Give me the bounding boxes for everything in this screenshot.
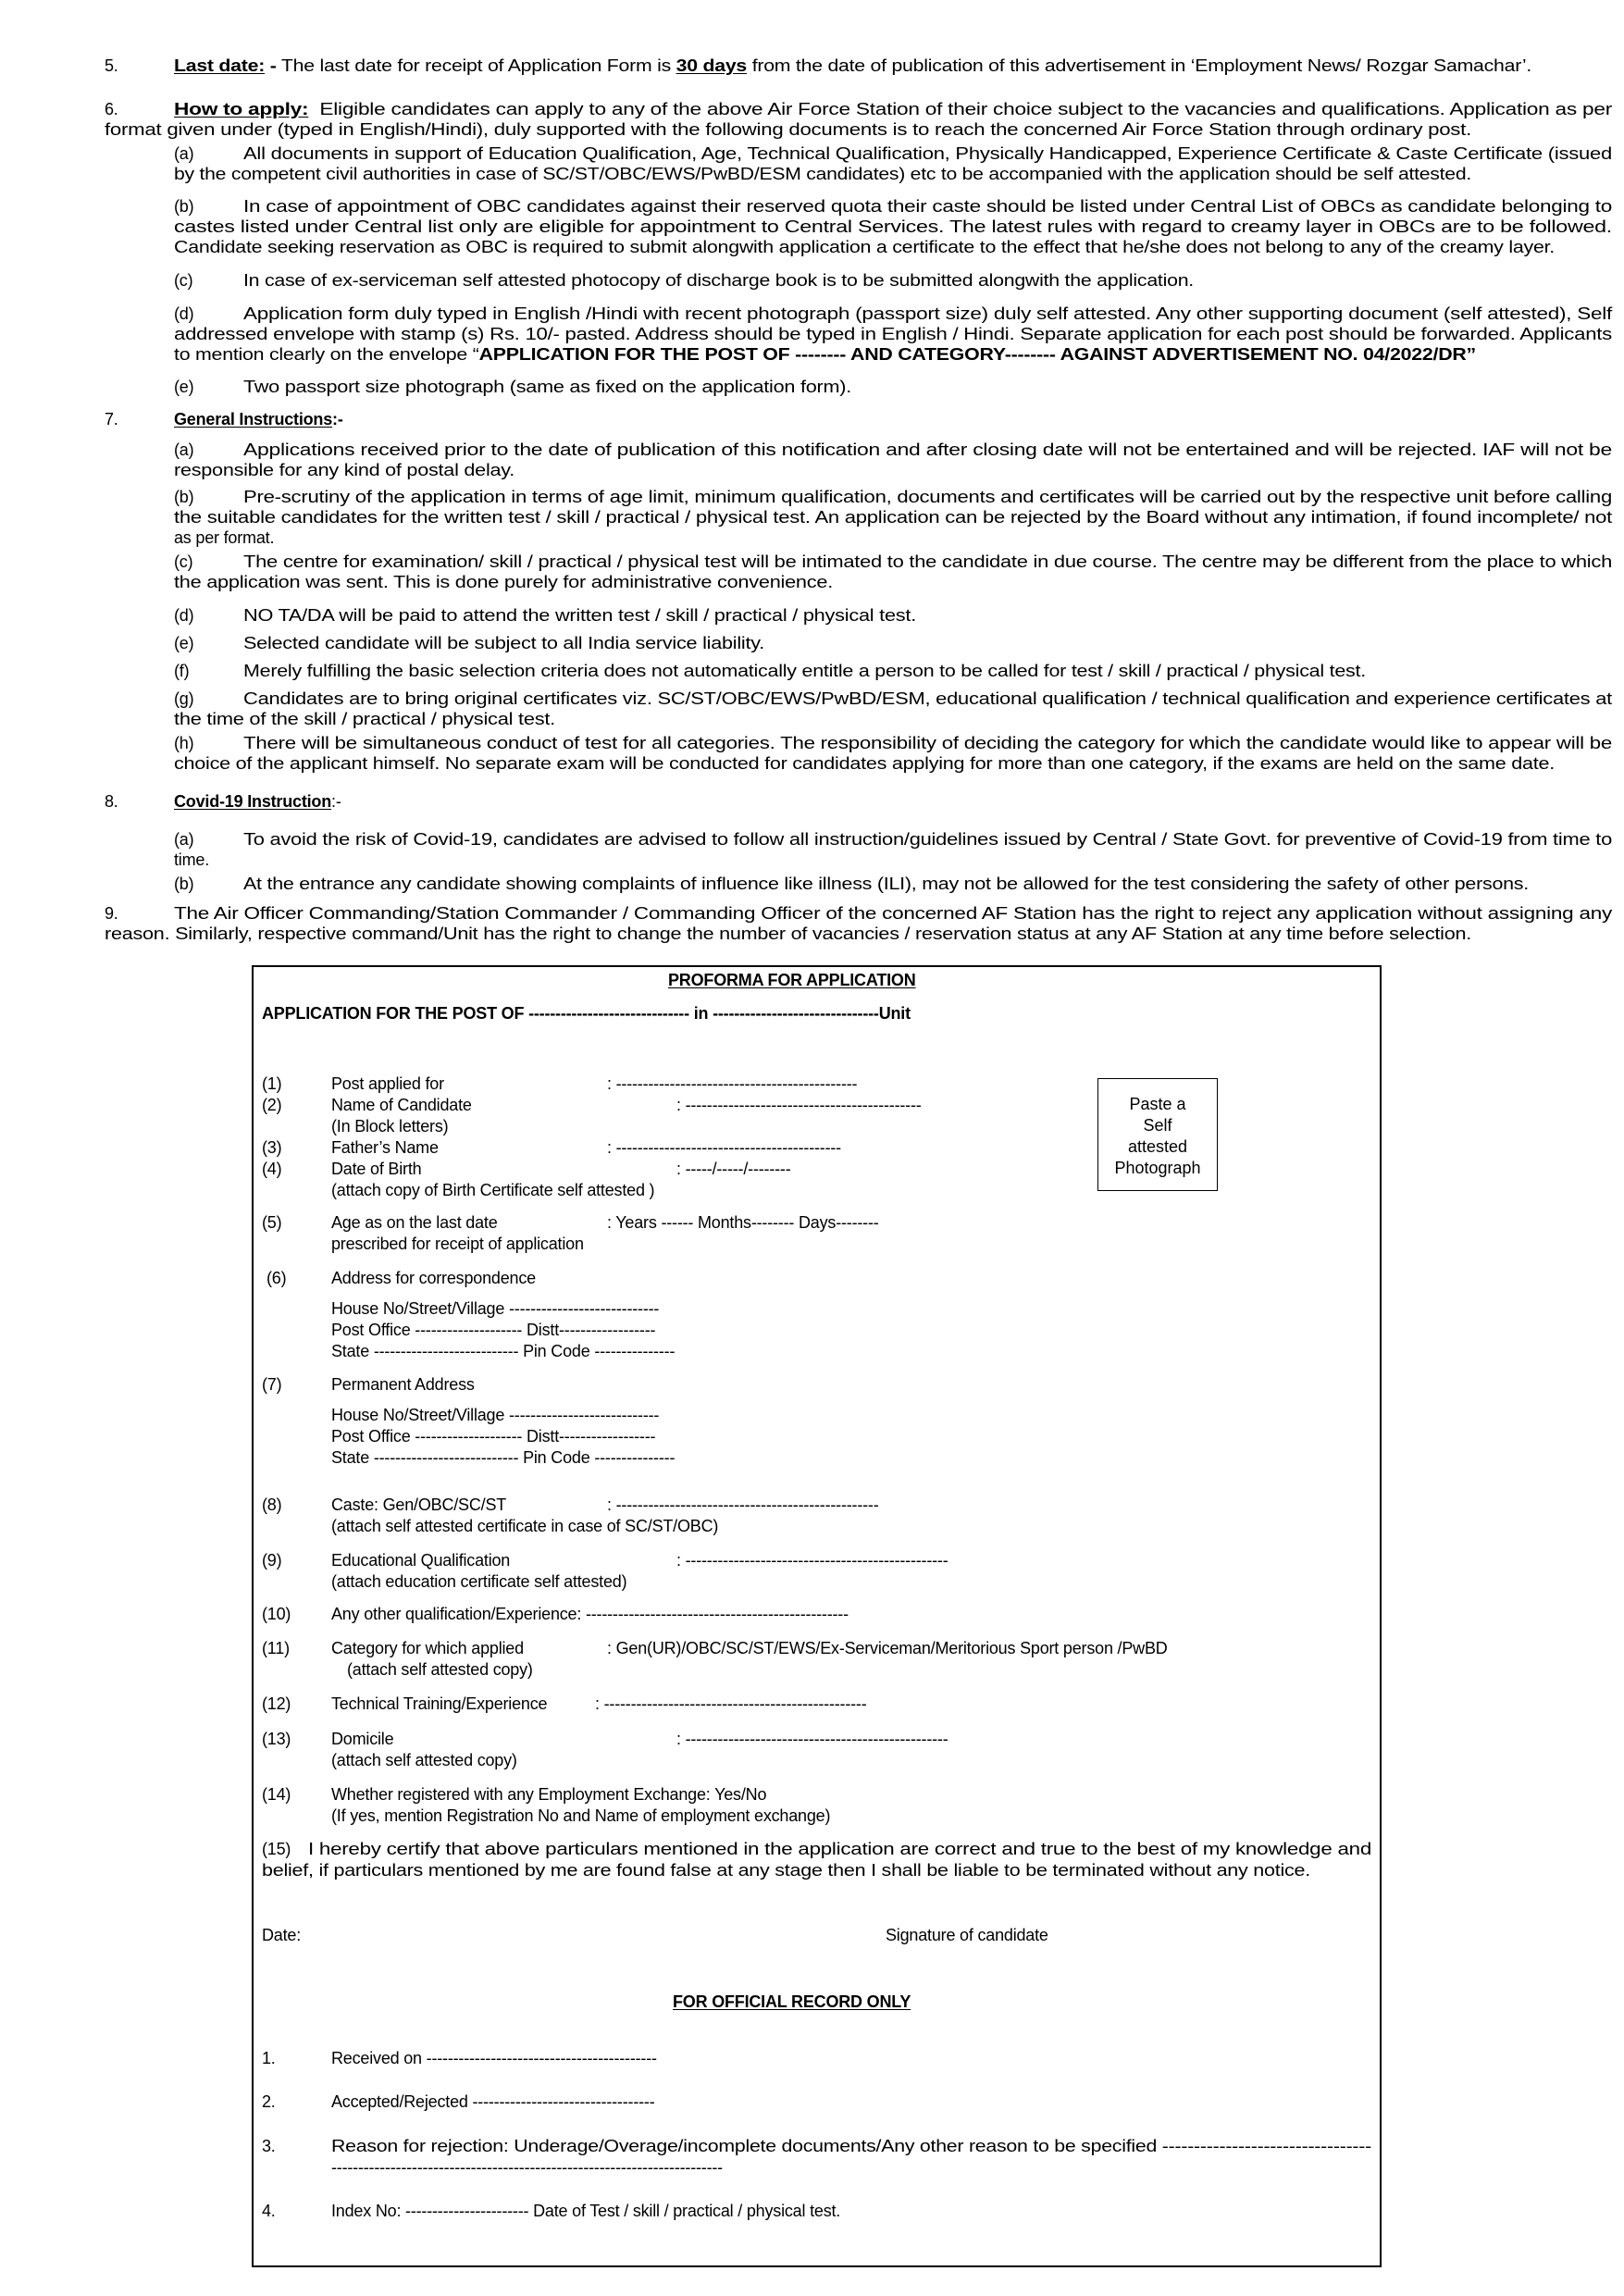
section-6-line-1 [174,99,1612,119]
declaration-text: I hereby certify that above particulars mentioned in the application are correct and true to the best of my knowledge and [308,1840,1371,1858]
address-state-blank[interactable]: State --------------------------- Pin Code --------------- [331,1342,676,1360]
envelope-instruction: APPLICATION FOR THE POST OF -------- AND CATEGORY-------- AGAINST ADVERTISEMENT NO. 04/2022/DR” [478,345,1476,364]
field-value-blank[interactable]: : -------------------------------------------- [676,1096,922,1114]
field-number: (2) [262,1096,282,1114]
item-text: Selected candidate will be subject to all India service liability. [243,634,764,652]
section-number: 7. [105,410,118,428]
signature-label[interactable]: Signature of candidate [886,1926,1048,1944]
field-note: (attach self attested copy) [347,1660,533,1679]
official-item-number: 3. [262,2137,276,2155]
official-item-number: 4. [262,2202,276,2220]
item-label: (a) [174,144,194,163]
item-text: Candidates are to bring original certificates viz. SC/ST/OBC/EWS/PwBD/ESM, educational qualification / technical qualification and experience certificates at [243,689,1612,708]
photo-box-text: Photograph [1114,1159,1201,1177]
item-text: In case of appointment of OBC candidates against their reserved quota their caste should be listed under Central List of OBCs as candidate belonging to [243,197,1612,216]
section-6-line-2: format given under (typed in English/Hindi), duly supported with the following documents is to reach the concerned Air Force Station through ordinary post. [105,120,1471,139]
field-value-blank[interactable]: : Years ------ Months-------- Days-------- [607,1213,879,1232]
field-value-blank[interactable]: : -----/-----/-------- [676,1160,791,1178]
body-text: from the date of publication of this advertisement in ‘Employment News/ Rozgar Samachar’. [747,56,1531,75]
item-text: addressed envelope with stamp (s) Rs. 10/- pasted. Address should be typed in English / Hindi. Separate application for each post should be forwarded. Applicants [174,325,1612,343]
item-text [174,344,1476,365]
field-label: Category for which applied [331,1639,524,1657]
field-label: Post applied for [331,1074,444,1093]
section-number: 6. [105,100,118,118]
date-label[interactable]: Date: [262,1926,302,1944]
field-number: (12) [262,1694,291,1713]
photo-box-text: Paste a [1129,1095,1186,1113]
item-label: (e) [174,634,194,652]
official-item-text[interactable]: Reason for rejection: Underage/Overage/incomplete documents/Any other reason to be specified --------------------------------- [331,2137,1371,2155]
field-label-blank[interactable]: Any other qualification/Experience: ------------------------------------------------- [331,1605,849,1623]
field-number: (6) [267,1269,287,1287]
field-value-blank[interactable]: : ------------------------------------------------- [607,1496,879,1514]
section-7-heading [174,409,343,429]
field-number: (10) [262,1605,291,1623]
section-heading: How to apply: [174,100,309,118]
field-label: Address for correspondence [331,1269,536,1287]
item-label: (a) [174,830,194,849]
item-label: (b) [174,875,194,893]
address-post-office-blank[interactable]: Post Office -------------------- Distt------------------ [331,1321,656,1339]
section-8-heading [174,791,341,812]
item-label: (c) [174,552,193,571]
address-post-office-blank[interactable]: Post Office -------------------- Distt------------------ [331,1427,656,1446]
official-record-title: FOR OFFICIAL RECORD ONLY [673,1992,911,2011]
photo-box-text: attested [1127,1137,1188,1156]
item-label: (h) [174,734,194,752]
field-value-blank[interactable]: : ------------------------------------------------- [676,1730,948,1748]
proforma-title: PROFORMA FOR APPLICATION [668,971,916,989]
item-text: NO TA/DA will be paid to attend the written test / skill / practical / physical test. [243,606,916,625]
heading-suffix: :- [332,410,343,428]
item-label: (c) [174,271,193,290]
field-label: Permanent Address [331,1375,475,1394]
field-value-blank[interactable]: : ------------------------------------------------- [595,1694,867,1713]
field-number: (3) [262,1138,282,1157]
section-number: 5. [105,56,118,75]
official-item-number: 2. [262,2092,276,2111]
item-text: the application was sent. This is done purely for administrative convenience. [174,573,833,591]
field-note: (attach education certificate self attested) [331,1572,627,1591]
section-number: 8. [105,792,118,811]
field-value-blank[interactable]: : ------------------------------------------------- [676,1551,948,1570]
field-note: prescribed for receipt of application [331,1235,584,1253]
section-heading: General Instructions [174,410,333,428]
body-text: Eligible candidates can apply to any of the above Air Force Station of their choice subject to the vacancies and qualifications. Application as per [319,100,1612,118]
section-number: 9. [105,904,118,923]
field-number: (9) [262,1551,282,1570]
item-text: castes listed under Central list only are eligible for appointment to Central Services. The latest rules with regard to creamy layer in OBCs are to be followed. [174,217,1612,236]
body-text: to mention clearly on the envelope “ [174,345,479,364]
heading-dash: - [265,56,277,75]
item-label: (b) [174,488,194,506]
item-label: (f) [174,662,190,680]
heading-suffix: :- [331,792,341,811]
field-note: (attach copy of Birth Certificate self attested ) [331,1181,655,1199]
item-label: (b) [174,197,194,216]
official-item-text[interactable]: ------------------------------------------------------------------------- [331,2158,723,2177]
field-note: (attach self attested certificate in case of SC/ST/OBC) [331,1517,719,1535]
item-text: All documents in support of Education Qualification, Age, Technical Qualification, Physically Handicapped, Experience Certificate & Caste Certificate (issued [243,144,1612,163]
field-note: (attach self attested copy) [331,1751,517,1769]
body-text: The last date for receipt of Application Form is [276,56,676,75]
photo-box-text: Self [1143,1116,1172,1135]
address-state-blank[interactable]: State --------------------------- Pin Code --------------- [331,1448,676,1467]
item-text: To avoid the risk of Covid-19, candidates are advised to follow all instruction/guidelines issued by Central / State Govt. for preventive of Covid-19 from time to [243,830,1612,849]
item-label: (a) [174,441,194,459]
item-text: Two passport size photograph (same as fixed on the application form). [243,378,851,396]
item-text: choice of the applicant himself. No separate exam will be conducted for candidates applying for more than one category, if the exams are held on the same date. [174,754,1555,773]
official-item-number: 1. [262,2049,276,2067]
field-number: (13) [262,1730,291,1748]
section-heading: Covid-19 Instruction [174,792,332,811]
item-text: Pre-scrutiny of the application in terms of age limit, minimum qualification, documents and certificates will be carried out by the respective unit before calling [243,488,1612,506]
item-label: (g) [174,689,194,708]
item-text: At the entrance any candidate showing complaints of influence like illness (ILI), may not be allowed for the test considering the safety of other persons. [243,875,1529,893]
field-label: Caste: Gen/OBC/SC/ST [331,1496,507,1514]
category-options[interactable]: : Gen(UR)/OBC/SC/ST/EWS/Ex-Serviceman/Meritorious Sport person /PwBD [607,1639,1168,1657]
item-text: There will be simultaneous conduct of test for all categories. The responsibility of deciding the category for which the candidate would like to appear will be [243,734,1612,752]
deadline-emphasis: 30 days [676,56,748,75]
field-note: (If yes, mention Registration No and Name of employment exchange) [331,1806,831,1825]
section-9-line-1: The Air Officer Commanding/Station Commander / Commanding Officer of the concerned AF Station has the right to reject any application without assigning any [174,904,1612,923]
field-value-blank[interactable]: : ------------------------------------------ [607,1138,841,1157]
field-label: Father’s Name [331,1138,439,1157]
item-text: the suitable candidates for the written test / skill / practical / physical test. An application can be rejected by the Board without any intimation, if found incomplete/ not [174,508,1612,527]
official-item-text[interactable]: Index No: ----------------------- Date of Test / skill / practical / physical test. [331,2202,841,2220]
item-label: (d) [174,304,194,323]
item-text: Candidate seeking reservation as OBC is required to submit alongwith application a certificate to the effect that he/she does not belong to any of the creamy layer. [174,238,1555,256]
field-label: Name of Candidate [331,1096,472,1114]
address-house-blank[interactable]: House No/Street/Village ---------------------------- [331,1406,660,1424]
address-house-blank[interactable]: House No/Street/Village ---------------------------- [331,1299,660,1318]
item-text: responsible for any kind of postal delay. [174,461,514,479]
field-number: (8) [262,1496,282,1514]
photo-paste-box[interactable] [1097,1078,1218,1191]
field-number: (4) [262,1160,282,1178]
official-item-text[interactable]: Received on ------------------------------------------- [331,2049,657,2067]
field-number: (14) [262,1785,291,1804]
item-text: Applications received prior to the date of publication of this notification and after closing date will not be entertained and will be rejected. IAF will not be [243,441,1612,459]
item-text: The centre for examination/ skill / practical / physical test will be intimated to the candidate in due course. The centre may be different from the place to which [243,552,1612,571]
field-number: (1) [262,1074,282,1093]
item-text: In case of ex-serviceman self attested photocopy of discharge book is to be submitted alongwith the application. [243,271,1194,290]
item-text: by the competent civil authorities in case of SC/ST/OBC/EWS/PwBD/ESM candidates) etc to be accompanied with the application should be self attested. [174,165,1471,183]
field-number: (5) [262,1213,282,1232]
section-5-line [174,56,1531,76]
field-value-blank[interactable]: : --------------------------------------------- [607,1074,858,1093]
section-heading: Last date: [174,56,266,75]
field-label: Educational Qualification [331,1551,511,1570]
field-label: Whether registered with any Employment Exchange: Yes/No [331,1785,767,1804]
item-label: (d) [174,606,194,625]
item-text: the time of the skill / practical / physical test. [174,710,555,728]
item-text: as per format. [174,528,275,547]
declaration-text: belief, if particulars mentioned by me are found false at any stage then I shall be liable to be terminated without any notice. [262,1861,1310,1880]
field-number: (15) [262,1840,291,1858]
item-text: Merely fulfilling the basic selection criteria does not automatically entitle a person to be called for test / skill / practical / physical test. [243,662,1366,680]
field-label: Age as on the last date [331,1213,498,1232]
official-item-text[interactable]: Accepted/Rejected ---------------------------------- [331,2092,655,2111]
field-label: Domicile [331,1730,394,1748]
post-application-line[interactable]: APPLICATION FOR THE POST OF ------------------------------ in -------------------------------Unit [262,1004,911,1023]
item-label: (e) [174,378,194,396]
item-text: time. [174,850,210,869]
field-number: (7) [262,1375,282,1394]
field-label: Technical Training/Experience [331,1694,548,1713]
field-number: (11) [262,1639,290,1657]
field-label: Date of Birth [331,1160,422,1178]
item-text: Application form duly typed in English /Hindi with recent photograph (passport size) duly self attested. Any other supporting document (self attested), Self [243,304,1612,323]
field-note: (In Block letters) [331,1117,449,1136]
section-9-line-2: reason. Similarly, respective command/Unit has the right to change the number of vacancies / reservation status at any AF Station at any time before selection. [105,925,1471,943]
